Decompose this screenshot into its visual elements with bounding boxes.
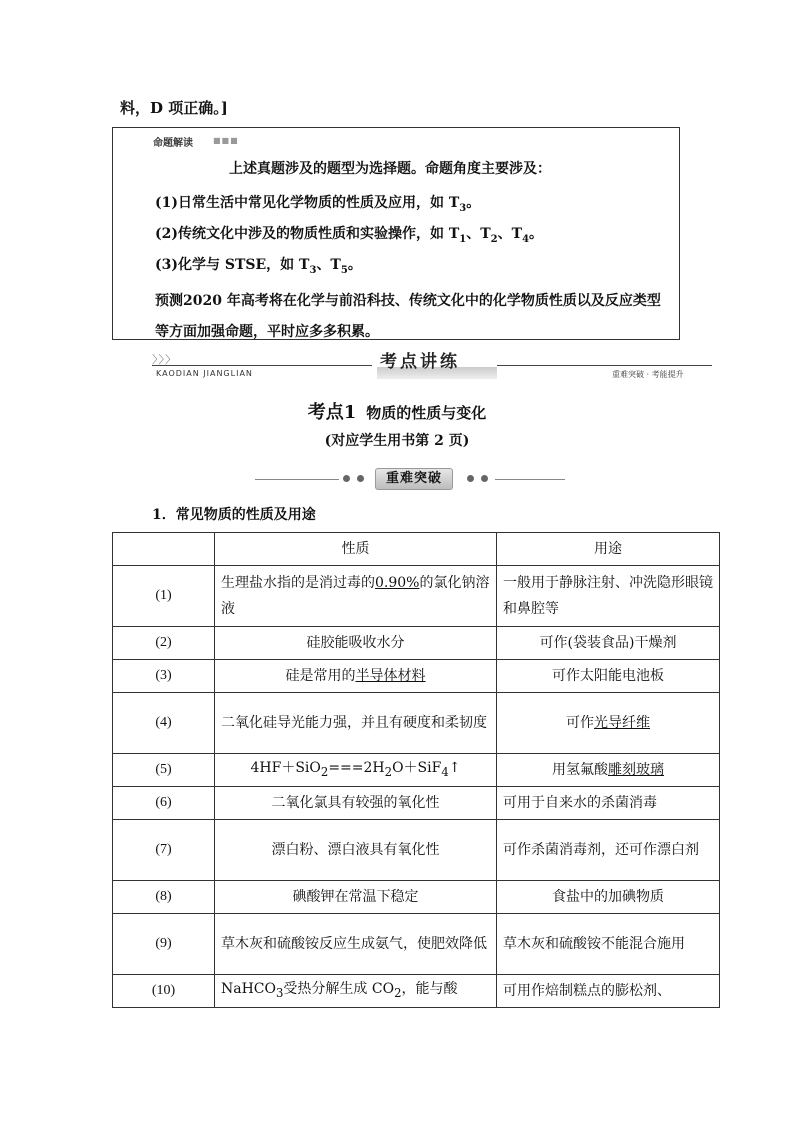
table-row: [113, 693, 720, 754]
continuation-text: 料，D 项正确。]: [120, 99, 228, 117]
banner-pinyin: KAODIAN JIANGLIAN: [156, 369, 253, 378]
property-cell: 生理盐水指的是消过毒的0.90%的氯化钠溶液: [215, 566, 497, 627]
analysis-box: [112, 127, 680, 340]
table-row: [113, 975, 720, 1008]
section-title: 1．常见物质的性质及用途: [152, 507, 316, 523]
row-number: (3): [113, 660, 215, 693]
use-cell: 可作太阳能电池板: [497, 660, 720, 693]
table-header-row: [113, 533, 720, 566]
property-cell: 硅是常用的半导体材料: [215, 660, 497, 693]
row-number: (6): [113, 787, 215, 820]
banner-rule-left: [152, 365, 372, 366]
chevrons-icon: 〉〉〉: [152, 353, 177, 366]
property-cell: 草木灰和硫酸铵反应生成氨气，使肥效降低: [215, 914, 497, 975]
table-row: [113, 627, 720, 660]
row-number: (8): [113, 881, 215, 914]
kaodian-reference: (对应学生用书第 2 页): [324, 433, 470, 449]
banner-rule-right: [497, 365, 712, 366]
dot-icon: [343, 475, 350, 482]
table-header-cell: 用途: [497, 533, 720, 566]
subsection-divider: [255, 467, 565, 491]
divider-rule-left: [255, 479, 339, 480]
table-row: [113, 914, 720, 975]
property-cell: NaHCO$_3$受热分解生成 $CO_2$，能与酸: [215, 975, 497, 1008]
row-number: (1): [113, 566, 215, 627]
kaodian-heading: [0, 398, 794, 424]
row-number: (9): [113, 914, 215, 975]
table-row: [113, 566, 720, 627]
divider-label: 重难突破: [375, 468, 453, 490]
property-cell: 硅胶能吸收水分: [215, 627, 497, 660]
table-row: [113, 881, 720, 914]
row-number: (5): [113, 754, 215, 787]
kaodian-name: 物质的性质与变化: [366, 404, 487, 422]
row-number: (10): [113, 975, 215, 1008]
kaodian-number: 考点1: [307, 402, 357, 423]
banner-subtitle: 重难突破 · 考能提升: [612, 370, 684, 379]
analysis-item-1: (1)日常生活中常见化学物质的性质及应用，如 $T_3$。: [155, 195, 481, 214]
use-cell: 食盐中的加碘物质: [497, 881, 720, 914]
property-cell: 二氧化硅导光能力强，并且有硬度和柔韧度: [215, 693, 497, 754]
row-number: (4): [113, 693, 215, 754]
properties-table: [112, 532, 720, 1008]
use-cell: 可用作焙制糕点的膨松剂、: [497, 975, 720, 1008]
use-cell: 草木灰和硫酸铵不能混合施用: [497, 914, 720, 975]
banner-title: 考点讲练: [380, 352, 460, 372]
use-cell: 可用于自来水的杀菌消毒: [497, 787, 720, 820]
use-cell: 可作杀菌消毒剂，还可作漂白剂: [497, 820, 720, 881]
analysis-prediction: 预测2020 年高考将在化学与前沿科技、传统文化中的化学物质性质以及反应类型等方面加强命题，平时应多多积累。: [155, 293, 661, 340]
use-cell: 用氢氟酸雕刻玻璃: [497, 754, 720, 787]
use-cell: 可作光导纤维: [497, 693, 720, 754]
table-row: [113, 820, 720, 881]
dot-icon: [357, 475, 364, 482]
property-cell: 二氧化氯具有较强的氧化性: [215, 787, 497, 820]
table-header-cell: [113, 533, 215, 566]
section-banner: [112, 349, 712, 383]
analysis-dots: ■■■: [213, 136, 239, 145]
row-number: (2): [113, 627, 215, 660]
analysis-item-2: (2)传统文化中涉及的物质性质和实验操作，如 $T_1$、$T_2$、$T_4$。: [155, 226, 544, 245]
divider-rule-right: [495, 479, 565, 480]
equation-cell: $4HF+SiO_2===2H_2O+SiF_4↑$: [215, 754, 497, 787]
table-row: [113, 754, 720, 787]
analysis-intro: 上述真题涉及的题型为选择题。命题角度主要涉及：: [229, 161, 551, 177]
property-cell: 碘酸钾在常温下稳定: [215, 881, 497, 914]
analysis-item-3: (3)化学与 STSE，如 $T_3$、$T_5$。: [155, 257, 362, 276]
table-row: [113, 660, 720, 693]
dot-icon: [467, 475, 474, 482]
dot-icon: [481, 475, 488, 482]
use-cell: 可作(袋装食品)干燥剂: [497, 627, 720, 660]
table-header-cell: 性质: [215, 533, 497, 566]
use-cell: 一般用于静脉注射、冲洗隐形眼镜和鼻腔等: [497, 566, 720, 627]
property-cell: 漂白粉、漂白液具有氧化性: [215, 820, 497, 881]
analysis-label: 命题解读: [153, 138, 193, 149]
row-number: (7): [113, 820, 215, 881]
table-row: [113, 787, 720, 820]
